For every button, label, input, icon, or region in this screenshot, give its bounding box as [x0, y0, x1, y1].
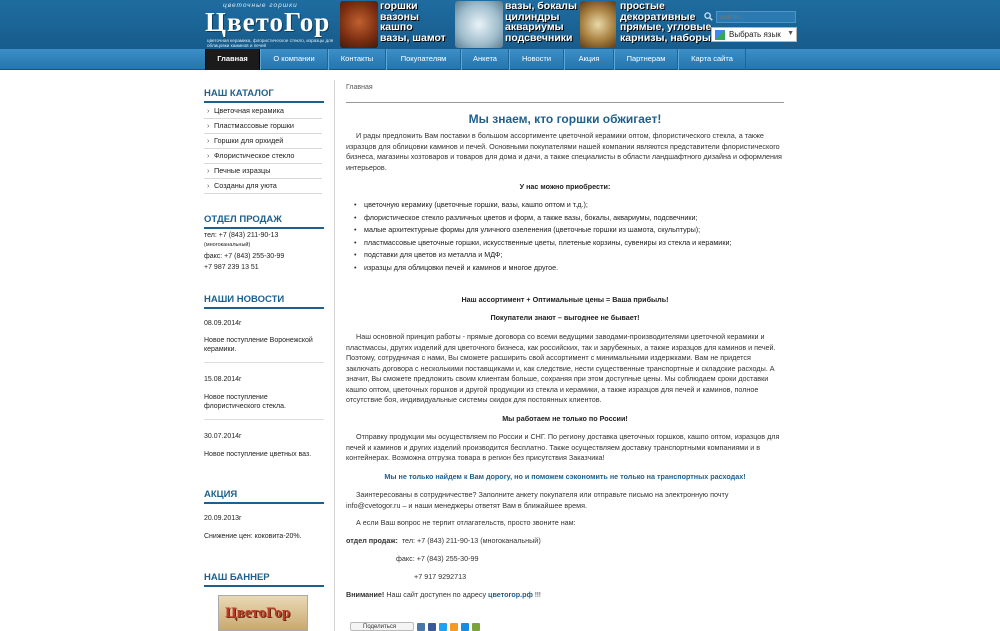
sales-title: ОТДЕЛ ПРОДАЖ — [204, 214, 282, 225]
divider — [204, 419, 324, 420]
catalog-title: НАШ КАТАЛОГ — [204, 88, 274, 99]
divider — [346, 102, 784, 103]
site-link[interactable]: цветогор.рф — [488, 590, 533, 599]
slogan: Наш ассортимент + Оптимальные цены = Ваша прибыль! — [461, 295, 669, 304]
logo-tagline: цветочная керамика, флористическое стекло, изразцы для облицовки каминов и печей — [207, 38, 334, 48]
header-banner-glass[interactable] — [455, 1, 575, 48]
translate-select[interactable] — [711, 27, 797, 42]
list-item: • малые архитектурные формы для уличного озеленения (цветочные горшки из шамота, скульптуры); — [354, 224, 784, 237]
banner-title: НАШ БАННЕР — [204, 572, 270, 583]
list-item: • пластмассовые цветочные горшки, искусственные цветы, плетеные корзины, сувениры из стекла и керамики; — [354, 237, 784, 250]
pot-image — [340, 1, 378, 48]
news-text[interactable]: Новое поступление флористического стекла. — [204, 394, 286, 410]
search-icon[interactable] — [704, 12, 713, 21]
header — [0, 0, 1000, 49]
news-title: НАШИ НОВОСТИ — [204, 294, 285, 305]
translate-label: Выбрать язык — [729, 30, 781, 40]
share-button[interactable] — [350, 622, 414, 631]
promo-date: 20.09.2013г — [204, 515, 242, 522]
catalog-item[interactable]: › Пластмассовые горшки — [204, 119, 322, 134]
livejournal-icon[interactable] — [472, 623, 480, 631]
list-item: • подставки для цветов из металла и МДФ; — [354, 249, 784, 262]
attention-line — [346, 590, 784, 601]
product-list — [354, 199, 784, 275]
promo-title: АКЦИЯ — [204, 489, 238, 500]
main-nav — [0, 49, 1000, 70]
divider — [204, 502, 324, 504]
facebook-icon[interactable] — [428, 623, 436, 631]
sales-label: отдел продаж: — [346, 536, 398, 545]
divider — [204, 227, 324, 229]
promo-text[interactable]: Снижение цен: коковита-20%. — [204, 533, 302, 540]
call-text: А если Ваш вопрос не терпит отлагательств, просто звоните нам: — [356, 518, 576, 527]
nav-item-sitemap[interactable]: Карта сайта — [678, 49, 746, 70]
nav-item-form[interactable]: Анкета — [461, 49, 509, 70]
logo-title: ЦветоГор — [205, 7, 331, 37]
header-banner-text: горшки вазоны кашпо вазы, шамот — [380, 0, 446, 44]
intro-paragraph: И рады предложить Вам поставки в большом ассортименте цветочной керамики оптом, флористического стекла, а также изразцов для облицовки каминов и печей. Основными покупателями нашей компании являются представители флористического бизнеса, магазины хозтоваров и товаров для дома и дачи, а также специалисты в области ландшафтного дизайна и оформления интерьеров. — [346, 131, 782, 172]
divider — [204, 362, 324, 363]
google-translate-icon — [715, 30, 725, 40]
blue-slogan: Мы не только найдем к Вам дорогу, но и поможем сэкономить не только на транспортных расходах! — [384, 472, 746, 481]
sales-contact — [346, 536, 784, 547]
news-date: 15.08.2014г — [204, 376, 242, 383]
search-input[interactable] — [716, 11, 796, 23]
list-item: • изразцы для облицовки печей и каминов и многое другое. — [354, 262, 784, 275]
vk-icon[interactable] — [417, 623, 425, 631]
mailru-icon[interactable] — [461, 623, 469, 631]
chevron-down-icon: ▼ — [787, 30, 794, 37]
tile-image — [580, 1, 616, 48]
nav-item-home[interactable]: Главная — [205, 49, 260, 70]
odnoklassniki-icon[interactable] — [450, 623, 458, 631]
divider — [204, 585, 324, 587]
catalog-item[interactable]: › Созданы для уюта — [204, 179, 322, 194]
divider — [204, 101, 324, 103]
sales-phone-note: (многоканальный) — [204, 242, 251, 248]
attention-label: Внимание! — [346, 590, 385, 599]
list-item: • флористическое стекло различных цветов и форм, а также вазы, бокалы, аквариумы, подсвечники; — [354, 212, 784, 225]
news-text[interactable]: Новое поступление Воронежской керамики. — [204, 337, 313, 353]
nav-item-buyers[interactable]: Покупателям — [386, 49, 461, 70]
attention-end: !!! — [534, 590, 541, 599]
divider — [204, 307, 324, 309]
slogan: Покупатели знают – выгоднее не бывает! — [490, 313, 640, 322]
column-divider — [334, 80, 335, 631]
header-banner-text: вазы, бокалы цилиндры аквариумы подсвечники — [505, 0, 577, 44]
nav-item-contacts[interactable]: Контакты — [328, 49, 386, 70]
sales-phone: тел: +7 (843) 211-90-13 — [204, 232, 279, 239]
header-banner-text: простые декоративные прямые, угловые карнизы, наборы — [620, 0, 712, 44]
sales-fax: факс: +7 (843) 255-30-99 — [396, 554, 479, 563]
nav-item-news[interactable]: Новости — [509, 49, 564, 70]
principle-paragraph: Наш основной принцип работы - прямые договора со всеми ведущими заводами-производителями цветочной керамики и пластмассы, других изделий для цветочного бизнеса, как российских, так и зарубежных, а также изразцов для каминов и печей. Поэтому, сотрудничая с нами, Вы сможете расширить свой ассортимент с минимальными издержками. Вам не придется заключать договора с несколькими поставщиками и, как следствие, нести существенные транспортные и складские расходы. А значит, Вы сможете предложить своим клиентам больше, сохраняя при этом доступные цены. Мы соблюдаем сроки доставки кашпо оптом, цветочных горшков и другой продукции из стекла и керамики, а также изразцов для печей и каминов, полное отсутствие боя, индивидуальные системы скидок для постоянных клиентов. — [346, 332, 776, 404]
news-date: 30.07.2014г — [204, 433, 242, 440]
header-banner-tiles[interactable] — [580, 0, 712, 48]
sales-fax: факс: +7 (843) 255-30-99 — [204, 253, 285, 260]
logo-small-text: цветочные горшки — [223, 2, 298, 9]
sales-phone: тел: +7 (843) 211-90-13 (многоканальный) — [401, 536, 541, 545]
breadcrumb[interactable]: Главная — [346, 84, 373, 91]
news-date: 08.09.2014г — [204, 320, 242, 327]
catalog-item[interactable]: › Печные изразцы — [204, 164, 322, 179]
catalog-item[interactable]: › Флористическое стекло — [204, 149, 322, 164]
glass-vase-image — [455, 1, 503, 48]
cooperation-paragraph: Заинтересованы в сотрудничестве? Заполните анкету покупателя или отправьте письмо на электронную почту info@cvetogor.ru – и наши менеджеры ответят Вам в ближайшее время. — [346, 490, 729, 510]
news-text[interactable]: Новое поступление цветных ваз. — [204, 451, 312, 458]
page-title: Мы знаем, кто горшки обжигает! — [468, 112, 662, 126]
share-label: Поделиться — [363, 624, 397, 630]
header-banner-pots[interactable] — [340, 1, 452, 48]
site-logo[interactable] — [205, 2, 333, 47]
russia-heading: Мы работаем не только по России! — [502, 414, 628, 423]
list-item: • цветочную керамику (цветочные горшки, вазы, кашпо оптом и т.д.); — [354, 199, 784, 212]
catalog-item[interactable]: › Горшки для орхидей — [204, 134, 322, 149]
sales-mobile: +7 917 9292713 — [414, 572, 467, 581]
attention-text: Наш сайт доступен по адресу — [386, 590, 487, 599]
catalog-item[interactable]: › Цветочная керамика — [204, 104, 322, 119]
social-icons — [417, 623, 497, 631]
banner-logo-text: ЦветоГор — [225, 605, 291, 621]
nav-item-about[interactable]: О компании — [260, 49, 328, 70]
twitter-icon[interactable] — [439, 623, 447, 631]
nav-item-promo[interactable]: Акция — [564, 49, 614, 70]
site-banner-image[interactable] — [218, 595, 308, 631]
nav-item-partners[interactable]: Партнерам — [614, 49, 678, 70]
sales-mobile: +7 987 239 13 51 — [204, 264, 259, 271]
shipping-paragraph: Отправку продукции мы осуществляем по России и СНГ. По региону доставка цветочных горшков, кашпо оптом, изразцов для печей и каминов и других изделий производится бесплатно. Также осуществляем доставку транспортными компаниями и в контейнерах. Возможна отгрузка товара в регион без присутствия Заказчика! — [346, 432, 780, 462]
buy-heading: У нас можно приобрести: — [519, 182, 611, 191]
